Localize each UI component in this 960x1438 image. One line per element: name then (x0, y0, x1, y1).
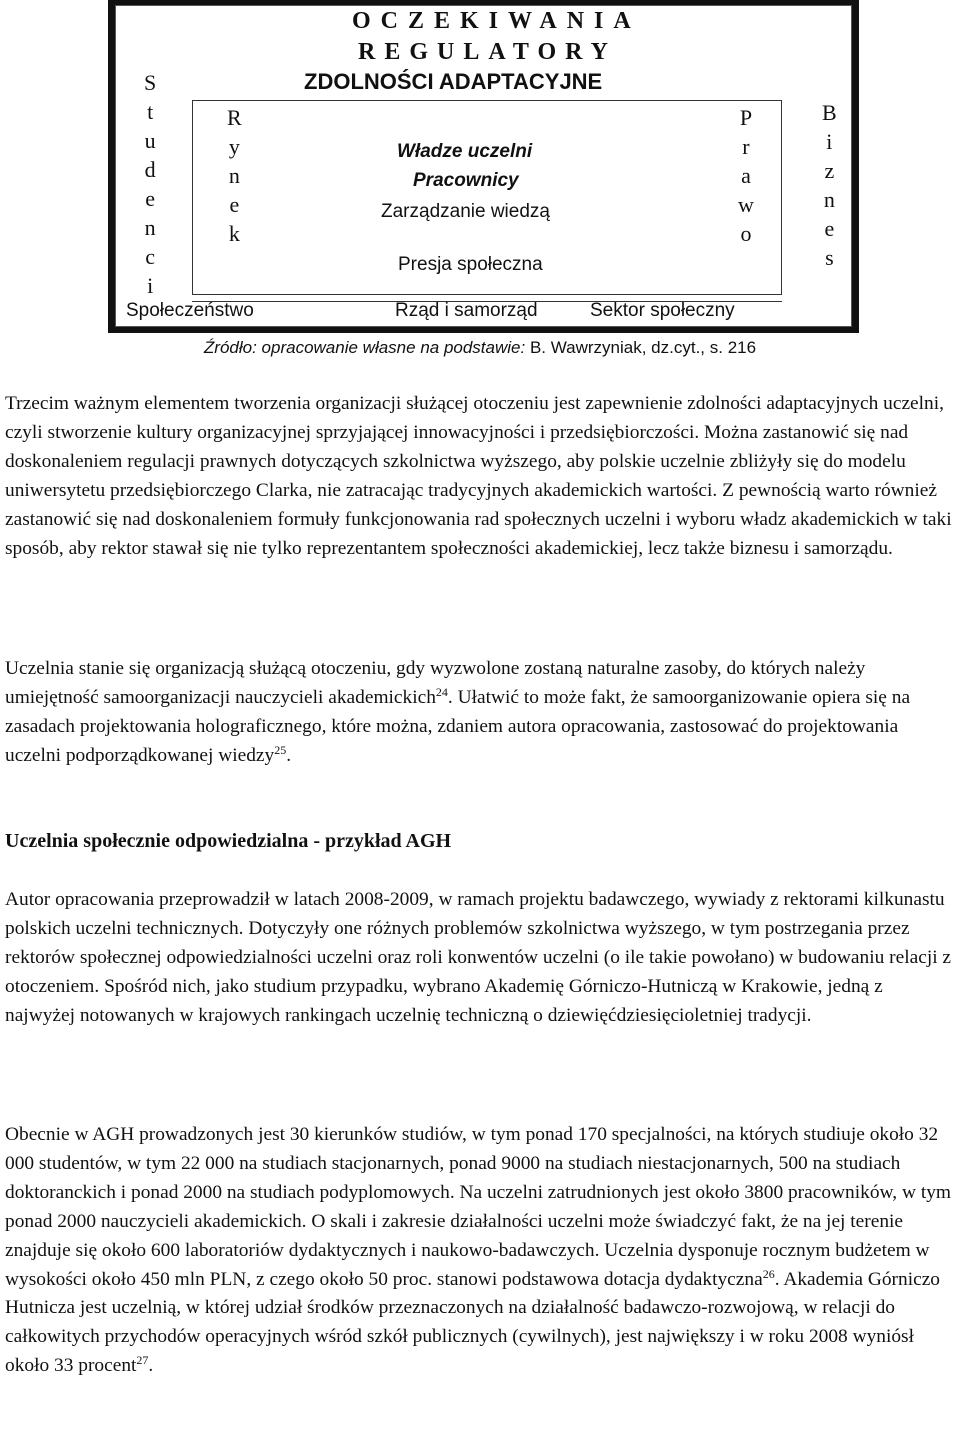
letter: a (741, 163, 751, 188)
letter: c (145, 244, 155, 269)
footnote-ref: 27 (136, 1353, 149, 1368)
letter: z (824, 158, 835, 183)
diagram-header-expectations: OCZEKIWANIA (352, 8, 641, 34)
diagram-social-sector: Sektor społeczny (590, 300, 735, 321)
letter: n (228, 163, 240, 188)
text: . Akademia Górniczo Hutnicza jest uczelnią, w której udział środków przeznaczonych na działalność badawczo-rozwojową, w relacji do całkowitych przychodów operacyjnych wśród szkół publicznych (cywilnych), jest największy i w roku 2008 wyniósł około 33 procent (5, 1268, 941, 1377)
diagram-government: Rząd i samorząd (395, 300, 538, 321)
diagram-social-pressure: Presja społeczna (398, 254, 543, 275)
letter: n (144, 215, 156, 240)
text: . Ułatwić to może fakt, że samoorganizowanie opiera się na zasadach projektowania holograficznego, które można, zdaniem autora opracowania, zastosować do projektowania uczelni podporządkowanej wiedzy (5, 686, 911, 766)
diagram-bottom-row (126, 300, 782, 324)
diagram-core-staff: Pracownicy (413, 170, 519, 191)
diagram-core (377, 113, 599, 201)
footnote-ref: 26 (762, 1266, 775, 1281)
diagram-market-column (227, 103, 242, 248)
letter: B (822, 100, 837, 125)
text: Uczelnia stanie się organizacją służącą otoczeniu, gdy wyzwolone zostaną naturalne zasoby, do których należy umiejętność samoorganizacji nauczycieli akademickich (5, 658, 866, 708)
letter: R (227, 105, 242, 130)
diagram-society: Społeczeństwo (126, 300, 254, 321)
letter: n (823, 187, 835, 212)
text: . (148, 1355, 154, 1377)
paragraph-research-project: Autor opracowania przeprowadził w latach 2008-2009, w ramach projektu badawczego, wywiady z rektorami kilkunastu polskich uczelni technicznych. Dotyczyły one różnych problemów szkolnictwa wyższego, w tym postrzegania przez rektorów społecznej odpowiedzialności uczelni oraz roli konwentów uczelni (o ile takie powołano) w budowaniu relacji z otoczeniem. Spośród nich, jako studium przypadku, wybrano Akademię Górniczo-Hutniczą w Krakowie, jedną z najwyżej notowanych w krajowych rankingach uczelnię techniczną o dziewięćdziesięcioletniej tradycji. (5, 889, 952, 1026)
letter: w (738, 192, 754, 217)
diagram-inner-box (192, 100, 782, 295)
letter: S (144, 70, 157, 95)
diagram-knowledge-management: Zarządzanie wiedzą (381, 201, 550, 222)
footnote-ref: 25 (274, 742, 287, 757)
paragraph-self-organization (5, 655, 957, 771)
footnote-ref: 24 (435, 684, 448, 699)
caption-source-label: Źródło: opracowanie własne na podstawie: (203, 338, 526, 357)
diagram-panel (115, 5, 852, 327)
diagram-header-regulators: REGULATORY (358, 39, 617, 65)
letter: e (824, 216, 835, 241)
letter: d (144, 157, 156, 182)
section-heading: Uczelnia społecznie odpowiedzialna - przykład AGH (5, 830, 452, 852)
letter: i (147, 273, 154, 298)
letter: k (228, 221, 240, 246)
paragraph-adaptive-capacity: Trzecim ważnym elementem tworzenia organizacji służącej otoczeniu jest zapewnienie zdolności adaptacyjnych uczelni, czyli stworzenie kultury organizacyjnej sprzyjającej innowacyjności i przedsiębiorczości. Można zastanowić się nad doskonaleniem regulacji prawnych dotyczących szkolnictwa wyższego, aby polskie uczelnie zbliżyły się do modelu uniwersytetu przedsiębiorczego Clarka, nie zatracając tradycyjnych akademickich wartości. Z pewnością warto również zastanowić się nad doskonaleniem formuły funkcjonowania rad społecznych uczelni i wyboru władz akademickich w taki sposób, aby rektor stawał się nie tylko reprezentantem społeczności akademickiej, lecz także biznesu i samorządu. (5, 393, 952, 559)
letter: s (825, 245, 834, 270)
letter: i (826, 129, 833, 154)
diagram-business-column (822, 98, 837, 272)
text: . (286, 744, 292, 766)
letter: e (145, 186, 155, 211)
letter: y (228, 134, 240, 159)
caption-reference: B. Wawrzyniak, dz.cyt., s. 216 (525, 338, 757, 357)
diagram-core-authorities: Władze uczelni (397, 141, 533, 162)
letter: u (144, 128, 156, 153)
letter: o (740, 221, 752, 246)
diagram-students-column (144, 68, 156, 300)
letter: r (742, 134, 750, 159)
figure-caption (0, 338, 960, 358)
letter: e (229, 192, 240, 217)
diagram-law-column (738, 103, 754, 248)
paragraph-agh-facts (5, 1121, 957, 1381)
letter: P (739, 105, 753, 130)
diagram-header-adaptive: ZDOLNOŚCI ADAPTACYJNE (304, 69, 603, 94)
letter: t (147, 99, 154, 124)
diagram-figure (108, 0, 859, 333)
text: Obecnie w AGH prowadzonych jest 30 kierunków studiów, w tym ponad 170 specjalności, na których studiuje około 32 000 studentów, w tym 22 000 na studiach stacjonarnych, ponad 9000 na studiach niestacjonarnych, 500 na studiach doktoranckich i ponad 2000 na studiach podyplomowych. Na uczelni zatrudnionych jest około 3800 pracowników, w tym ponad 2000 nauczycieli akademickich. O skali i zakresie działalności uczelni może świadczyć fakt, że na jej terenie znajduje się około 600 laboratoriów dydaktycznych i naukowo-badawczych. Uczelnia dysponuje rocznym budżetem w wysokości około 450 mln PLN, z czego około 50 proc. stanowi podstawowa dotacja dydaktyczna (5, 1124, 951, 1290)
